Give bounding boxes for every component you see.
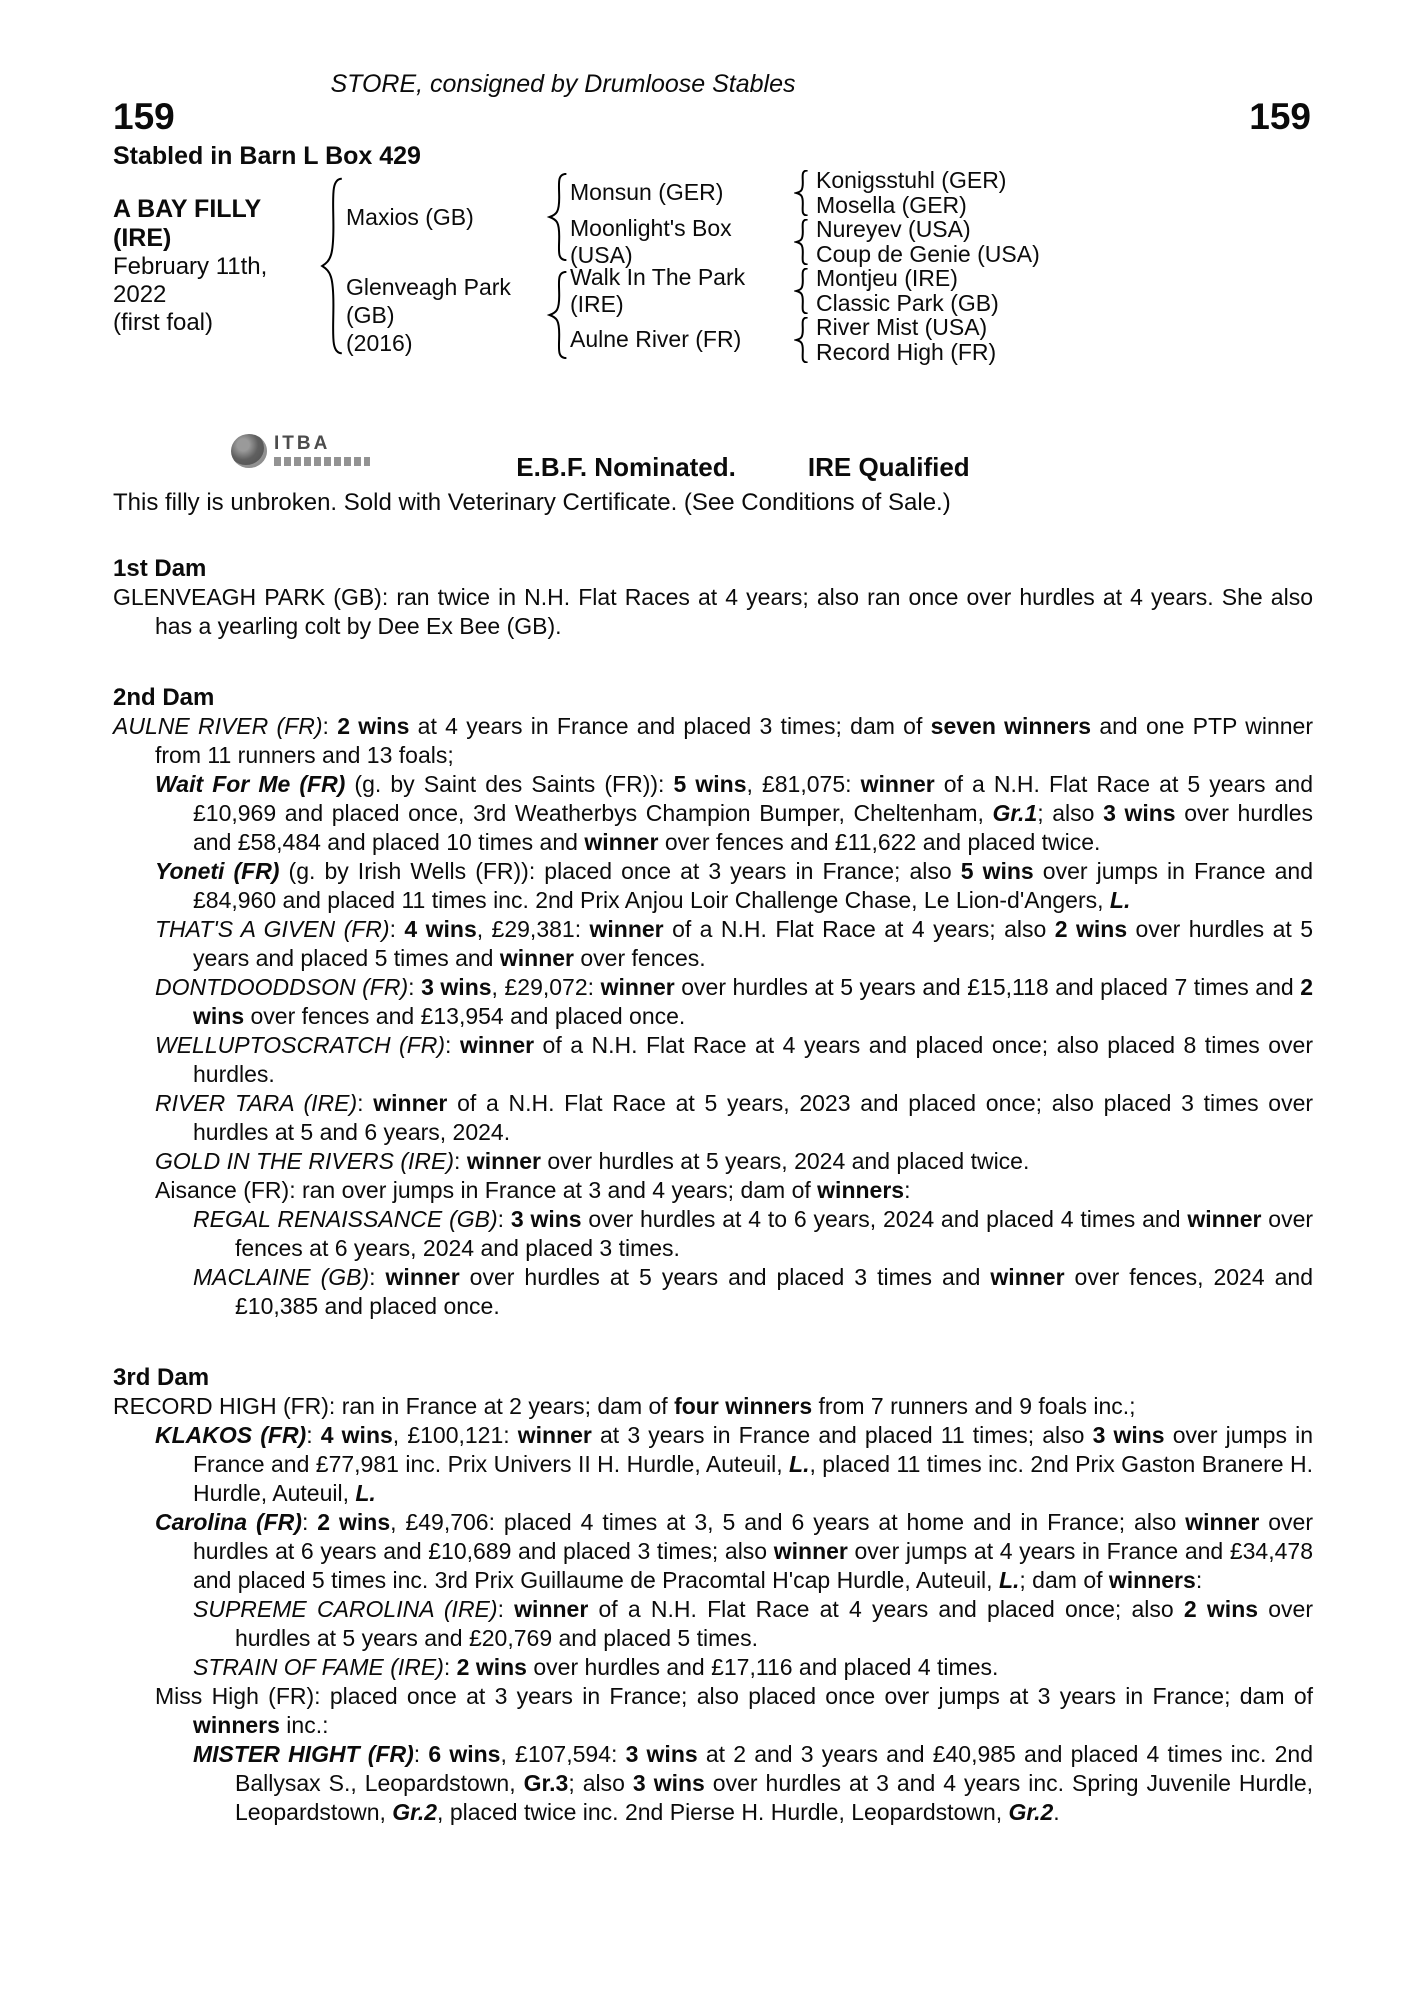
text-run: over fences, 2024 and £10,385 and placed once. bbox=[235, 1264, 1314, 1319]
text-run: over hurdles and £17,116 and placed 4 times. bbox=[526, 1654, 999, 1680]
great-grandparent-pair bbox=[816, 315, 996, 365]
text-run: winner bbox=[459, 1032, 535, 1058]
text-run: : bbox=[445, 1032, 460, 1058]
text-run: : bbox=[322, 713, 338, 739]
text-run: 3 wins bbox=[1103, 800, 1176, 826]
great-grandparent-pair bbox=[816, 217, 1040, 267]
subject-foalnote: (first foal) bbox=[113, 309, 214, 336]
text-run: winner bbox=[373, 1090, 448, 1116]
text-run: : bbox=[408, 974, 422, 1000]
dam-heading: 3rd Dam bbox=[113, 1364, 210, 1391]
text-run: Miss High (FR): placed once at 3 years in France; also placed once over jumps at 3 years in France; dam of bbox=[155, 1683, 1313, 1709]
text-run: winner bbox=[600, 974, 675, 1000]
text-run: 5 wins bbox=[960, 858, 1034, 884]
text-run: of a N.H. Flat Race at 4 years and placed once; also bbox=[588, 1596, 1184, 1622]
pedigree-half bbox=[346, 168, 1040, 266]
text-run: Carolina (FR) bbox=[155, 1509, 302, 1535]
pedigree-brace bbox=[794, 268, 810, 314]
itba-badge bbox=[231, 434, 370, 468]
subject-block bbox=[113, 195, 318, 337]
text-run: 2 wins bbox=[1054, 916, 1128, 942]
parent-name: Glenveagh Park (GB) bbox=[346, 274, 511, 328]
pedigree-paragraph bbox=[155, 915, 1313, 973]
pedigree-paragraph bbox=[113, 712, 1313, 770]
text-run: KLAKOS (FR) bbox=[155, 1422, 307, 1448]
text-run: inc.: bbox=[279, 1712, 329, 1738]
text-run: , £29,072: bbox=[491, 974, 601, 1000]
text-run: winner bbox=[860, 771, 935, 797]
subject-name: A BAY FILLY bbox=[113, 195, 262, 223]
parent-name: Maxios (GB) bbox=[346, 204, 474, 230]
text-run: over hurdles at 5 years and £15,118 and placed 7 times and bbox=[674, 974, 1301, 1000]
itba-subtext-blur bbox=[274, 457, 370, 466]
sale-note: This filly is unbroken. Sold with Veterinary Certificate. (See Conditions of Sale.) bbox=[113, 489, 951, 516]
text-run: over hurdles at 6 years and £10,689 and placed 3 times; also bbox=[193, 1509, 1313, 1564]
parent-year: (2016) bbox=[346, 330, 413, 356]
text-run: L. bbox=[355, 1480, 376, 1506]
text-run: over hurdles at 4 to 6 years, 2024 and placed 4 times and bbox=[581, 1206, 1188, 1232]
great-grandparent-name: Nureyev (USA) bbox=[816, 215, 971, 242]
text-run: THAT'S A GIVEN (FR) bbox=[155, 916, 390, 942]
text-run: winner bbox=[990, 1264, 1065, 1290]
pedigree-paragraph bbox=[155, 1421, 1313, 1508]
text-run: 2 wins bbox=[193, 974, 1314, 1029]
pedigree-brace bbox=[546, 271, 570, 359]
text-run: seven winners bbox=[930, 713, 1092, 739]
text-run: L. bbox=[998, 1567, 1020, 1593]
grandparent-name: Aulne River (FR) bbox=[570, 326, 742, 352]
text-run: , £81,075: bbox=[746, 771, 861, 797]
pedigree-paragraph bbox=[193, 1653, 1313, 1682]
text-run: 4 wins bbox=[404, 916, 477, 942]
text-run: 2 wins bbox=[337, 713, 410, 739]
text-run: : bbox=[369, 1264, 386, 1290]
text-run: RECORD HIGH (FR): ran in France at 2 years; dam of bbox=[113, 1393, 675, 1419]
text-run: Wait For Me (FR) bbox=[155, 771, 346, 797]
text-run: winner bbox=[466, 1148, 541, 1174]
text-run: , £49,706: placed 4 times at 3, 5 and 6 years at home and in France; also bbox=[390, 1509, 1186, 1535]
text-run: over fences and £13,954 and placed once. bbox=[244, 1003, 686, 1029]
text-run: ; dam of bbox=[1019, 1567, 1109, 1593]
pedigree-paragraph bbox=[155, 1147, 1313, 1176]
text-run: : bbox=[904, 1177, 911, 1203]
text-run: Aisance (FR): ran over jumps in France at 3 and 4 years; dam of bbox=[155, 1177, 818, 1203]
grandparent-name: Walk In The Park (IRE) bbox=[570, 263, 746, 317]
pedigree-paragraph bbox=[155, 1089, 1313, 1147]
text-run: winner bbox=[1187, 1206, 1262, 1232]
great-grandparent-pair bbox=[816, 266, 999, 316]
text-run: 4 wins bbox=[320, 1422, 393, 1448]
grandparent-row bbox=[570, 263, 999, 317]
text-run: RIVER TARA (IRE) bbox=[155, 1090, 358, 1116]
pedigree-paragraph bbox=[155, 1682, 1313, 1740]
text-run: L. bbox=[1109, 887, 1131, 913]
text-run: winners bbox=[1108, 1567, 1196, 1593]
text-run: winner bbox=[385, 1264, 460, 1290]
subject-suffix: (IRE) bbox=[113, 224, 172, 252]
dam-heading: 1st Dam bbox=[113, 555, 207, 582]
text-run: MACLAINE (GB) bbox=[193, 1264, 370, 1290]
pedigree-paragraph bbox=[155, 1176, 1313, 1205]
text-run: over jumps in France and £84,960 and placed 11 times inc. 2nd Prix Anjou Loir Challenge Chase, Le Lion-d'Angers, bbox=[193, 858, 1314, 913]
great-grandparent-name: Montjeu (IRE) bbox=[816, 264, 958, 291]
text-run: STRAIN OF FAME (IRE) bbox=[193, 1654, 444, 1680]
qualification-row bbox=[113, 432, 1311, 494]
text-run: : bbox=[497, 1596, 515, 1622]
text-run: winner bbox=[589, 916, 664, 942]
text-run: over hurdles and £58,484 and placed 10 times and bbox=[193, 800, 1313, 855]
text-run: 3 wins bbox=[421, 974, 492, 1000]
text-run: over hurdles at 5 years and placed 3 times and bbox=[459, 1264, 991, 1290]
text-run: over fences. bbox=[573, 945, 706, 971]
text-run: GLENVEAGH PARK (GB): ran twice in N.H. Flat Races at 4 years; also ran once over hurdles at 4 years. She also has a yearling colt by Dee Ex Bee (GB). bbox=[113, 584, 1313, 639]
pedigree-paragraph bbox=[113, 1392, 1313, 1421]
text-run: 2 wins bbox=[456, 1654, 527, 1680]
grandparent-column bbox=[570, 168, 1040, 266]
text-run: : bbox=[357, 1090, 374, 1116]
text-run: 5 wins bbox=[673, 771, 747, 797]
text-run: and one PTP winner from 11 runners and 13 foals; bbox=[155, 713, 1313, 768]
text-run: : bbox=[443, 1654, 457, 1680]
text-run: AULNE RIVER (FR) bbox=[113, 713, 323, 739]
pedigree-half bbox=[346, 263, 1040, 365]
text-run: Gr.3 bbox=[523, 1770, 569, 1796]
text-run: 6 wins bbox=[428, 1741, 501, 1767]
pedigree-paragraph bbox=[193, 1263, 1313, 1321]
great-grandparent-name: Konigsstuhl (GER) bbox=[816, 166, 1007, 193]
great-grandparent-name: River Mist (USA) bbox=[816, 313, 988, 340]
text-run: , £29,381: bbox=[476, 916, 590, 942]
text-run: winner bbox=[499, 945, 574, 971]
text-run: Yoneti (FR) bbox=[155, 858, 280, 884]
text-run: over hurdles at 3 and 4 years inc. Spring Juvenile Hurdle, Leopardstown, bbox=[235, 1770, 1313, 1825]
text-run: : bbox=[413, 1741, 429, 1767]
great-grandparent-name: Classic Park (GB) bbox=[816, 289, 999, 316]
lot-number-right: 159 bbox=[1249, 96, 1311, 137]
text-run: over fences and £11,622 and placed twice. bbox=[658, 829, 1101, 855]
text-run: : bbox=[306, 1422, 321, 1448]
text-run: 3 wins bbox=[1092, 1422, 1165, 1448]
text-run: : bbox=[497, 1206, 511, 1232]
grandparent-row bbox=[570, 214, 1040, 268]
text-run: from 7 runners and 9 foals inc.; bbox=[812, 1393, 1136, 1419]
pedigree-paragraph bbox=[193, 1740, 1313, 1827]
text-run: . bbox=[1053, 1799, 1060, 1825]
text-run: : bbox=[454, 1148, 467, 1174]
text-run: Gr.2 bbox=[392, 1799, 438, 1825]
text-run: , placed twice inc. 2nd Pierse H. Hurdle, Leopardstown, bbox=[437, 1799, 1009, 1825]
great-grandparent-pair bbox=[816, 168, 1006, 218]
grandparent-column bbox=[570, 263, 999, 365]
text-run: SUPREME CAROLINA (IRE) bbox=[193, 1596, 498, 1622]
text-run: of a N.H. Flat Race at 4 years; also bbox=[663, 916, 1055, 942]
pedigree-brace bbox=[318, 177, 346, 355]
text-run: 3 wins bbox=[625, 1741, 698, 1767]
grandparent-row bbox=[570, 315, 999, 364]
pedigree-paragraph bbox=[155, 973, 1313, 1031]
pedigree-brace bbox=[546, 173, 570, 261]
pedigree-brace bbox=[794, 170, 810, 216]
pedigree-paragraph bbox=[155, 770, 1313, 857]
text-run: , £100,121: bbox=[392, 1422, 518, 1448]
text-run: winner bbox=[517, 1422, 592, 1448]
text-run: ; also bbox=[1037, 800, 1104, 826]
parent-cell bbox=[346, 203, 546, 231]
great-grandparent-name: Mosella (GER) bbox=[816, 191, 967, 218]
text-run: over fences at 6 years, 2024 and placed 3 times. bbox=[235, 1206, 1314, 1261]
qualification-text bbox=[393, 452, 1093, 483]
dam-heading: 2nd Dam bbox=[113, 684, 215, 711]
text-run: , £107,594: bbox=[500, 1741, 626, 1767]
text-run: of a N.H. Flat Race at 4 years and placed once; also placed 8 times over hurdles. bbox=[193, 1032, 1313, 1087]
text-run: , placed 11 times inc. 2nd Prix Gaston Branere H. Hurdle, Auteuil, bbox=[193, 1451, 1314, 1506]
pedigree-paragraph bbox=[193, 1595, 1313, 1653]
text-run: (g. by Irish Wells (FR)): placed once at 3 years in France; also bbox=[279, 858, 961, 884]
subject-foaldate: February 11th, 2022 bbox=[113, 253, 268, 308]
text-run: at 3 years in France and placed 11 times; also bbox=[591, 1422, 1093, 1448]
parent-cell bbox=[346, 273, 546, 357]
text-run: winner bbox=[584, 829, 659, 855]
pedigree-paragraph bbox=[155, 1031, 1313, 1089]
stabled-line: Stabled in Barn L Box 429 bbox=[113, 142, 421, 170]
pedigree-brace bbox=[794, 317, 810, 363]
text-run: winner bbox=[773, 1538, 848, 1564]
text-run: at 4 years in France and placed 3 times; dam of bbox=[409, 713, 931, 739]
text-run: winners bbox=[193, 1712, 280, 1738]
text-run: over hurdles at 5 years and placed 5 times and bbox=[193, 916, 1313, 971]
text-run: over jumps in France and £77,981 inc. Prix Univers II H. Hurdle, Auteuil, bbox=[193, 1422, 1313, 1477]
text-run: of a N.H. Flat Race at 5 years and £10,969 and placed once, 3rd Weatherbys Champion Bumper, Cheltenham, bbox=[193, 771, 1313, 826]
text-run: L. bbox=[789, 1451, 810, 1477]
text-run: ; also bbox=[568, 1770, 633, 1796]
text-run: of a N.H. Flat Race at 5 years, 2023 and placed once; also placed 3 times over hurdles at 5 and 6 years, 2024. bbox=[193, 1090, 1314, 1145]
dam-sections bbox=[113, 554, 1313, 1827]
pedigree-brace bbox=[794, 219, 810, 265]
text-run: over hurdles at 5 years and £20,769 and placed 5 times. bbox=[235, 1596, 1314, 1651]
grandparent-name: Monsun (GER) bbox=[570, 179, 724, 205]
text-run: : bbox=[301, 1509, 318, 1535]
great-grandparent-name: Record High (FR) bbox=[816, 338, 997, 365]
text-run: : bbox=[1195, 1567, 1203, 1593]
text-run: MISTER HIGHT (FR) bbox=[193, 1741, 414, 1767]
pedigree-generations bbox=[346, 168, 1040, 364]
text-run: 2 wins bbox=[317, 1509, 391, 1535]
text-run: winners bbox=[817, 1177, 905, 1203]
text-run: 3 wins bbox=[632, 1770, 705, 1796]
text-run: Gr.1 bbox=[992, 800, 1038, 826]
pedigree-paragraph bbox=[155, 1508, 1313, 1595]
grandparent-name: Moonlight's Box (USA) bbox=[570, 214, 732, 268]
text-run: : bbox=[389, 916, 405, 942]
text-run: (g. by Saint des Saints (FR)): bbox=[345, 771, 674, 797]
text-run: DONTDOODDSON (FR) bbox=[155, 974, 409, 1000]
great-grandparent-name: Coup de Genie (USA) bbox=[816, 240, 1040, 267]
itba-texts bbox=[274, 434, 370, 466]
lot-number-left: 159 bbox=[113, 96, 175, 137]
consignor-line: STORE, consigned by Drumloose Stables bbox=[330, 70, 796, 98]
pedigree-table bbox=[113, 168, 1040, 364]
text-run: REGAL RENAISSANCE (GB) bbox=[193, 1206, 498, 1232]
ebf-nominated-label: E.B.F. Nominated. bbox=[516, 452, 736, 482]
pedigree-paragraph bbox=[193, 1205, 1313, 1263]
text-run: over hurdles at 5 years, 2024 and placed twice. bbox=[540, 1148, 1030, 1174]
text-run: four winners bbox=[674, 1393, 813, 1419]
text-run: GOLD IN THE RIVERS (IRE) bbox=[155, 1148, 455, 1174]
text-run: winner bbox=[514, 1596, 589, 1622]
grandparent-row bbox=[570, 168, 1040, 217]
itba-label: ITBA bbox=[274, 433, 331, 454]
pedigree-paragraph bbox=[113, 583, 1313, 641]
text-run: over jumps at 4 years in France and £34,478 and placed 5 times inc. 3rd Prix Guillaume de Pracomtal H'cap Hurdle, Auteuil, bbox=[193, 1538, 1313, 1593]
text-run: 3 wins bbox=[510, 1206, 582, 1232]
ire-qualified-label: IRE Qualified bbox=[807, 452, 970, 482]
text-run: 2 wins bbox=[1183, 1596, 1259, 1622]
text-run: WELLUPTOSCRATCH (FR) bbox=[155, 1032, 446, 1058]
itba-logo-icon bbox=[231, 434, 267, 468]
text-run: at 2 and 3 years and £40,985 and placed 4 times inc. 2nd Ballysax S., Leopardstown, bbox=[235, 1741, 1314, 1796]
pedigree-paragraph bbox=[155, 857, 1313, 915]
text-run: winner bbox=[1185, 1509, 1260, 1535]
text-run: Gr.2 bbox=[1008, 1799, 1054, 1825]
